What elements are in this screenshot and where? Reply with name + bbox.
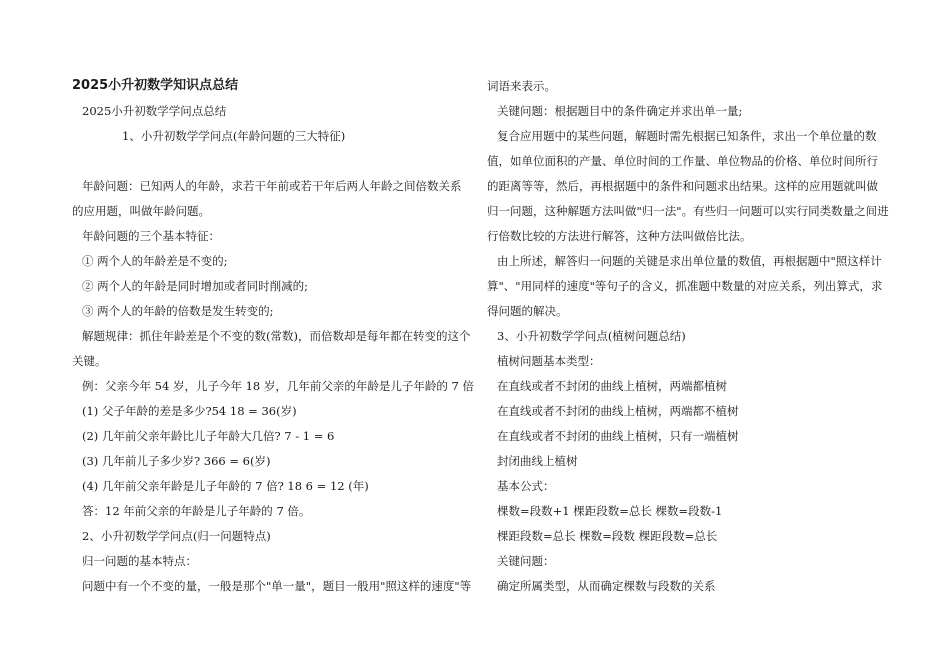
list-item: 在直线或者不封闭的曲线上植树，只有一端植树 bbox=[497, 429, 739, 443]
paragraph-line: 的距离等等，然后，再根据题中的条件和问题求出结果。这样的应用题就叫做 bbox=[487, 179, 878, 193]
paragraph-line: 关键问题： bbox=[497, 554, 555, 568]
paragraph-line: 复合应用题中的某些问题，解题时需先根据已知条件，求出一个单位量的数 bbox=[497, 129, 877, 143]
paragraph-line: 解题规律：抓住年龄差是个不变的数(常数)，而倍数却是每年都在转变的这个 bbox=[82, 329, 471, 343]
example-step: (4) 几年前父亲年龄是儿子年龄的 7 倍? 18 6 = 12 (年) bbox=[82, 479, 369, 493]
paragraph-line: 值，如单位面积的产量、单位时间的工作量、单位物品的价格、单位时间所行 bbox=[487, 154, 878, 168]
list-item: ③ 两个人的年龄的倍数是发生转变的; bbox=[82, 304, 274, 318]
paragraph-line: 关键。 bbox=[72, 354, 107, 368]
example-step: (3) 几年前儿子多少岁? 366 = 6(岁) bbox=[82, 454, 271, 468]
paragraph-line: 由上所述，解答归一问题的关键是求出单位量的数值，再根据题中"照这样计 bbox=[497, 254, 882, 268]
list-item: 在直线或者不封闭的曲线上植树，两端都不植树 bbox=[497, 404, 739, 418]
paragraph-line: 得问题的解决。 bbox=[487, 304, 568, 318]
list-item: ① 两个人的年龄差是不变的; bbox=[82, 254, 228, 268]
list-item: 封闭曲线上植树 bbox=[497, 454, 578, 468]
section-heading-1: 1、小升初数学学问点(年龄问题的三大特征) bbox=[122, 129, 346, 143]
example-answer: 答：12 年前父亲的年龄是儿子年龄的 7 倍。 bbox=[82, 504, 311, 518]
formula-line: 棵数=段数+1 棵距段数=总长 棵数=段数-1 bbox=[497, 504, 723, 518]
paragraph-line: 的应用题，叫做年龄问题。 bbox=[72, 204, 210, 218]
section-heading-3: 3、小升初数学学问点(植树问题总结) bbox=[497, 329, 686, 343]
paragraph-line: 关键问题：根据题目中的条件确定并求出单一量; bbox=[497, 104, 743, 118]
section-heading-2: 2、小升初数学学问点(归一问题特点) bbox=[82, 529, 271, 543]
list-item: ② 两个人的年龄是同时增加或者同时削减的; bbox=[82, 279, 309, 293]
document-title: 2025小升初数学知识点总结 bbox=[72, 78, 239, 93]
paragraph-line: 确定所属类型，从而确定棵数与段数的关系 bbox=[497, 579, 716, 593]
paragraph-line: 算"、"用同样的速度"等句子的含义，抓准题中数量的对应关系，列出算式，求 bbox=[487, 279, 883, 293]
paragraph-line: 年龄问题：已知两人的年龄，求若干年前或若干年后两人年龄之间倍数关系 bbox=[82, 179, 462, 193]
example-step: (1) 父子年龄的差是多少?54 18 = 36(岁) bbox=[82, 404, 297, 418]
paragraph-line: 词语来表示。 bbox=[487, 79, 556, 93]
paragraph-line: 行倍数比较的方法进行解答，这种方法叫做倍比法。 bbox=[487, 229, 752, 243]
list-item: 在直线或者不封闭的曲线上植树，两端都植树 bbox=[497, 379, 727, 393]
paragraph-line: 问题中有一个不变的量，一般是那个"单一量"，题目一般用"照这样的速度"等 bbox=[82, 579, 472, 593]
paragraph-line: 年龄问题的三个基本特征： bbox=[82, 229, 220, 243]
formula-line: 棵距段数=总长 棵数=段数 棵距段数=总长 bbox=[497, 529, 718, 543]
paragraph-line: 植树问题基本类型： bbox=[497, 354, 601, 368]
paragraph-line: 归一问题的基本特点： bbox=[82, 554, 197, 568]
example-step: (2) 几年前父亲年龄比儿子年龄大几倍? 7 - 1 = 6 bbox=[82, 429, 335, 443]
example-line: 例：父亲今年 54 岁，儿子今年 18 岁，几年前父亲的年龄是儿子年龄的 7 倍 bbox=[82, 379, 475, 393]
paragraph-line: 归一问题，这种解题方法叫做"归一法"。有些归一问题可以实行同类数量之间进 bbox=[487, 204, 889, 218]
subtitle: 2025小升初数学学问点总结 bbox=[82, 104, 227, 118]
paragraph-line: 基本公式： bbox=[497, 479, 555, 493]
